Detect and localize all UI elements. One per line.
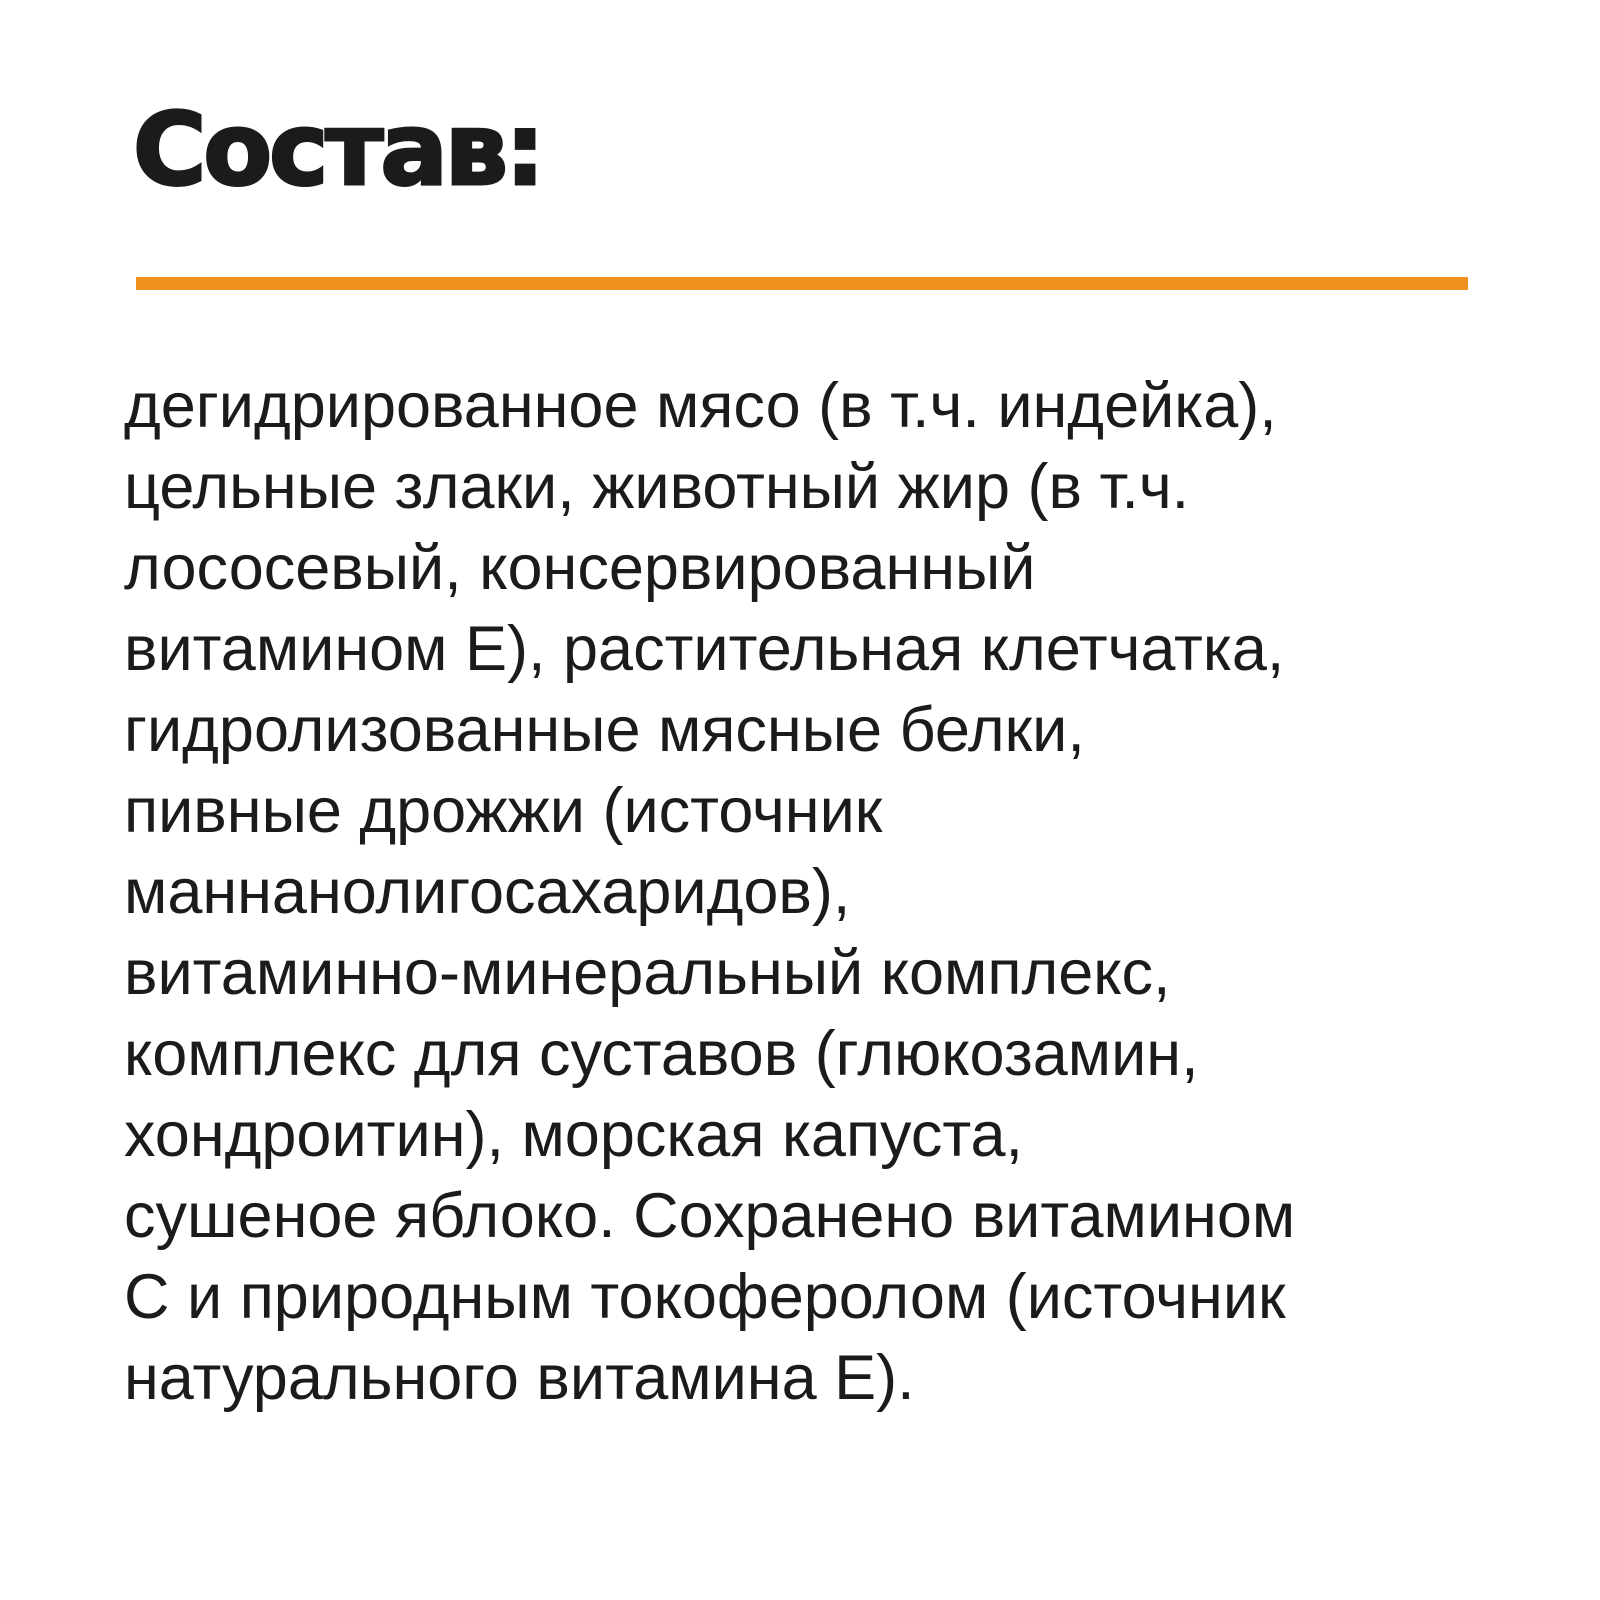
composition-line: комплекс для суставов (глюкозамин, [124,1019,1199,1089]
composition-line: сушеное яблоко. Сохранено витамином [124,1181,1296,1251]
composition-line: маннанолигосахаридов), [124,857,851,927]
composition-line: витаминно-минеральный комплекс, [124,938,1171,1008]
composition-line: дегидрированное мясо (в т.ч. индейка), [124,371,1277,441]
composition-line: С и природным токоферолом (источник [124,1262,1286,1332]
composition-line: хондроитин), морская капуста, [124,1100,1024,1170]
composition-line: витамином Е), растительная клетчатка, [124,614,1285,684]
composition-line: лососевый, консервированный [124,533,1036,603]
composition-line: гидролизованные мясные белки, [124,695,1085,765]
composition-line: пивные дрожжи (источник [124,776,883,846]
page-title: Состав: [133,91,543,208]
composition-text [124,366,1574,1419]
composition-line: цельные злаки, животный жир (в т.ч. [124,452,1190,522]
accent-divider [136,277,1468,290]
composition-line: натурального витамина Е). [124,1343,915,1413]
